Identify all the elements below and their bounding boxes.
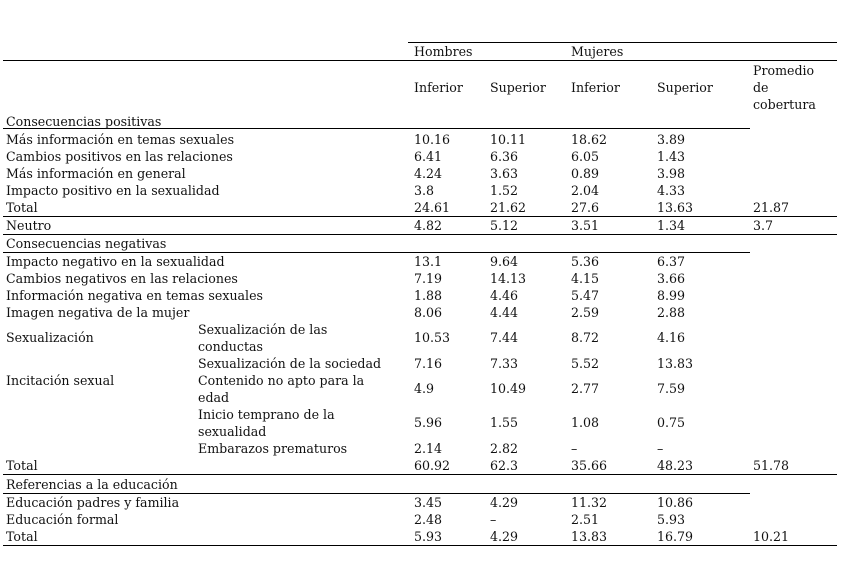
cell-inferior-hombres: 7.19: [414, 271, 443, 286]
header-hombres: Hombres: [414, 44, 473, 59]
section-title-educacion: Referencias a la educación: [6, 477, 178, 492]
subrow-label: Sexualización de la sociedad: [198, 356, 382, 371]
cell-superior-hombres: 7.33: [490, 356, 519, 371]
bottom-rule: [3, 545, 837, 546]
row-label: Educación formal: [6, 512, 119, 527]
total-promedio: 21.87: [753, 200, 790, 215]
cell-inferior-mujeres: –: [571, 441, 578, 456]
cell-superior-hombres: 4.44: [490, 305, 519, 320]
cell-inferior-mujeres: 2.59: [571, 305, 600, 320]
cell-superior-mujeres: 5.93: [657, 512, 686, 527]
total-label: Total: [6, 529, 38, 544]
positivas-total-rule: [3, 216, 837, 217]
cell-superior-mujeres: 6.37: [657, 254, 686, 269]
total-inferior-mujeres: 35.66: [571, 458, 608, 473]
cell-superior-mujeres: 7.59: [657, 381, 686, 396]
cell-inferior-mujeres: 2.51: [571, 512, 600, 527]
header-promedio-cobertura: Promedio de cobertura: [753, 63, 816, 112]
neutro-promedio: 3.7: [753, 218, 774, 233]
cell-superior-hombres: 4.29: [490, 495, 519, 510]
header-mujeres: Mujeres: [571, 44, 624, 59]
cell-superior-hombres: 2.82: [490, 441, 519, 456]
total-superior-hombres: 62.3: [490, 458, 519, 473]
row-label: Más información en temas sexuales: [6, 132, 235, 147]
cell-superior-hombres: 3.63: [490, 166, 519, 181]
row-label: Imagen negativa de la mujer: [6, 305, 190, 320]
group-label-sexualizacion: Sexualización: [6, 330, 94, 345]
cell-inferior-hombres: 7.16: [414, 356, 443, 371]
cell-inferior-mujeres: 5.36: [571, 254, 600, 269]
cell-superior-mujeres: –: [657, 441, 664, 456]
cell-superior-hombres: 14.13: [490, 271, 527, 286]
total-superior-mujeres: 16.79: [657, 529, 694, 544]
cell-superior-hombres: 1.52: [490, 183, 519, 198]
row-label: Cambios positivos en las relaciones: [6, 149, 233, 164]
cell-inferior-hombres: 10.53: [414, 330, 451, 345]
cell-inferior-hombres: 13.1: [414, 254, 443, 269]
cell-inferior-mujeres: 2.77: [571, 381, 600, 396]
total-inferior-mujeres: 13.83: [571, 529, 608, 544]
cell-inferior-mujeres: 5.52: [571, 356, 600, 371]
cell-superior-mujeres: 3.66: [657, 271, 686, 286]
neutro-inferior-mujeres: 3.51: [571, 218, 600, 233]
negativas-title-rule: [3, 252, 750, 253]
cell-superior-mujeres: 2.88: [657, 305, 686, 320]
cell-inferior-mujeres: 4.15: [571, 271, 600, 286]
total-superior-mujeres: 48.23: [657, 458, 694, 473]
total-superior-hombres: 4.29: [490, 529, 519, 544]
subrow-label: Contenido no apto para la edad: [198, 373, 365, 405]
row-label: Cambios negativos en las relaciones: [6, 271, 238, 286]
cell-superior-mujeres: 0.75: [657, 415, 686, 430]
neutro-rule: [3, 234, 837, 235]
total-inferior-hombres: 24.61: [414, 200, 451, 215]
total-superior-mujeres: 13.63: [657, 200, 694, 215]
neutro-inferior-hombres: 4.82: [414, 218, 443, 233]
cell-inferior-mujeres: 6.05: [571, 149, 600, 164]
total-label: Total: [6, 458, 38, 473]
cell-superior-hombres: 10.11: [490, 132, 527, 147]
negativas-total-rule: [3, 474, 837, 475]
header-rule: [3, 60, 837, 61]
section-title-negativas: Consecuencias negativas: [6, 236, 167, 251]
top-rule: [408, 42, 837, 43]
header-superior-mujeres: Superior: [657, 80, 713, 95]
total-promedio: 51.78: [753, 458, 790, 473]
cell-superior-hombres: 10.49: [490, 381, 527, 396]
cell-inferior-hombres: 10.16: [414, 132, 451, 147]
cell-inferior-mujeres: 8.72: [571, 330, 600, 345]
total-inferior-hombres: 5.93: [414, 529, 443, 544]
cell-superior-mujeres: 3.98: [657, 166, 686, 181]
group-label-incitacion: Incitación sexual: [6, 373, 115, 388]
cell-inferior-hombres: 5.96: [414, 415, 443, 430]
subrow-label: Sexualización de las conductas: [198, 322, 328, 354]
cell-inferior-hombres: 3.45: [414, 495, 443, 510]
cell-inferior-mujeres: 1.08: [571, 415, 600, 430]
subrow-label: Embarazos prematuros: [198, 441, 348, 456]
cell-superior-mujeres: 10.86: [657, 495, 694, 510]
cell-inferior-hombres: 3.8: [414, 183, 435, 198]
cell-inferior-mujeres: 18.62: [571, 132, 608, 147]
neutro-superior-mujeres: 1.34: [657, 218, 686, 233]
cell-inferior-hombres: 1.88: [414, 288, 443, 303]
cell-inferior-mujeres: 2.04: [571, 183, 600, 198]
total-superior-hombres: 21.62: [490, 200, 527, 215]
row-label: Información negativa en temas sexuales: [6, 288, 264, 303]
cell-superior-mujeres: 4.33: [657, 183, 686, 198]
cell-superior-mujeres: 13.83: [657, 356, 694, 371]
row-label: Impacto positivo en la sexualidad: [6, 183, 220, 198]
header-superior-hombres: Superior: [490, 80, 546, 95]
row-label: Educación padres y familia: [6, 495, 180, 510]
cell-superior-mujeres: 3.89: [657, 132, 686, 147]
cell-superior-mujeres: 4.16: [657, 330, 686, 345]
neutro-superior-hombres: 5.12: [490, 218, 519, 233]
cell-inferior-hombres: 4.24: [414, 166, 443, 181]
total-inferior-hombres: 60.92: [414, 458, 451, 473]
cell-superior-mujeres: 1.43: [657, 149, 686, 164]
cell-superior-hombres: –: [490, 512, 497, 527]
total-label: Total: [6, 200, 38, 215]
cell-superior-hombres: 7.44: [490, 330, 519, 345]
educacion-title-rule: [3, 493, 750, 494]
cell-superior-mujeres: 8.99: [657, 288, 686, 303]
cell-superior-hombres: 9.64: [490, 254, 519, 269]
cell-inferior-mujeres: 5.47: [571, 288, 600, 303]
total-promedio: 10.21: [753, 529, 790, 544]
header-inferior-hombres: Inferior: [414, 80, 463, 95]
cell-inferior-hombres: 6.41: [414, 149, 443, 164]
row-label: Impacto negativo en la sexualidad: [6, 254, 225, 269]
cell-inferior-hombres: 2.48: [414, 512, 443, 527]
header-inferior-mujeres: Inferior: [571, 80, 620, 95]
section-title-positivas: Consecuencias positivas: [6, 114, 162, 129]
cell-inferior-mujeres: 0.89: [571, 166, 600, 181]
neutro-label: Neutro: [6, 218, 52, 233]
cell-inferior-hombres: 8.06: [414, 305, 443, 320]
cell-superior-hombres: 6.36: [490, 149, 519, 164]
total-inferior-mujeres: 27.6: [571, 200, 600, 215]
cell-inferior-mujeres: 11.32: [571, 495, 608, 510]
cell-superior-hombres: 4.46: [490, 288, 519, 303]
subrow-label: Inicio temprano de la sexualidad: [198, 407, 335, 439]
cell-inferior-hombres: 4.9: [414, 381, 435, 396]
cell-superior-hombres: 1.55: [490, 415, 519, 430]
cell-inferior-hombres: 2.14: [414, 441, 443, 456]
row-label: Más información en general: [6, 166, 186, 181]
